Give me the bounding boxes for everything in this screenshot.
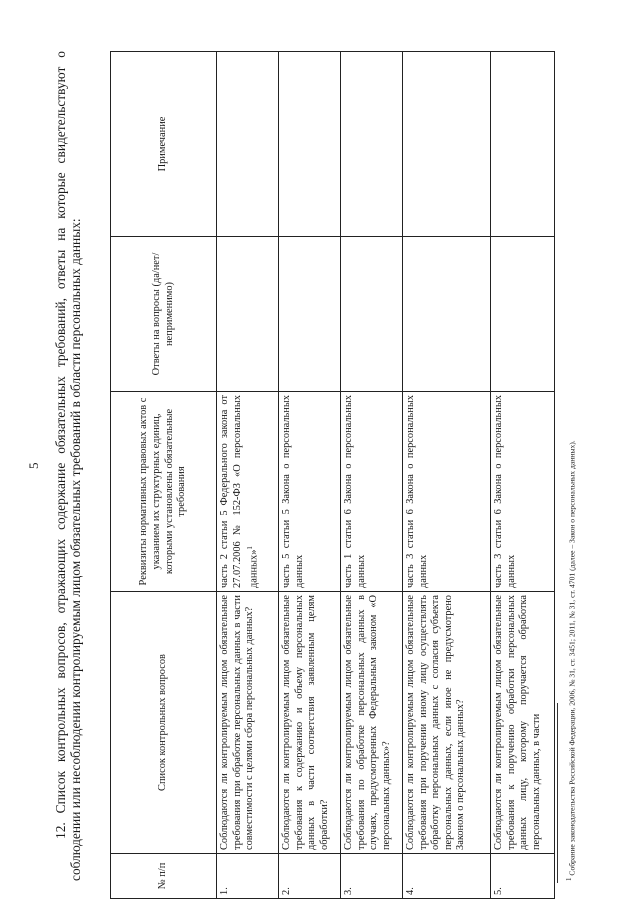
header-answers: Ответы на вопросы (да/нет/неприменимо) [111,237,217,392]
table-row [279,52,341,899]
row-reqs: часть 3 статьи 6 Закона о персональных данных [403,392,491,592]
row-reqs: часть 3 статьи 6 Закона о персональных данных [491,392,555,592]
row-num: 1. [217,854,279,899]
row-answer[interactable] [341,237,403,392]
row-answer[interactable] [403,237,491,392]
row-note[interactable] [491,52,555,237]
table-header-row [111,52,217,899]
row-reqs: часть 5 статьи 5 Закона о персональных данных [279,392,341,592]
header-reqs: Реквизиты нормативных правовых актов с указанием их структурных единиц, которыми установлены обязательные требования [111,392,217,592]
footnote-divider [557,703,558,883]
row-answer[interactable] [279,237,341,392]
row-question: Соблюдаются ли контролируемым лицом обязательные требования по обработке персональных данных в случаях, предусмотренных Федеральным законом «О персональных данных»? [341,592,403,854]
page-number: 5 [26,462,41,469]
row-num: 2. [279,854,341,899]
footnote-marker: 1 [565,877,573,881]
row-question: Соблюдаются ли контролируемым лицом обязательные требования к содержанию и объему персональных данных в части соответствия заявленным целям обработки? [279,592,341,854]
row-note[interactable] [341,52,403,237]
footnote-text: Собрание законодательства Российской Федерации, 2006, № 31, ст. 3451; 2011, № 31, ст. 4701 (далее – Закон о персональных данных). [567,440,577,876]
row-question: Соблюдаются ли контролируемым лицом обязательные требования при обработке персональных данных в части совместимости с целями сбора персональных данных? [217,592,279,854]
footnote [565,440,577,881]
row-reqs-text: часть 2 статьи 5 Федерального закона от 27.07.2006 № 152-ФЗ «О персональных данных» [219,395,260,588]
row-reqs: часть 1 статьи 6 Закона о персональных данных [341,392,403,592]
header-num: № п/п [111,854,217,899]
footnote-ref: 1 [246,546,255,550]
row-question: Соблюдаются ли контролируемым лицом обязательные требования к поручению обработки персональных данных лицу, которому поручается обработка персональных данных, в части [491,592,555,854]
row-note[interactable] [403,52,491,237]
row-num: 3. [341,854,403,899]
row-answer[interactable] [491,237,555,392]
row-note[interactable] [217,52,279,237]
table-row [403,52,491,899]
table-row [217,52,279,899]
table-row [341,52,403,899]
row-note[interactable] [279,52,341,237]
row-reqs [217,392,279,592]
row-num: 4. [403,854,491,899]
header-note: Примечание [111,52,217,237]
table-row [491,52,555,899]
control-questions-table [110,51,555,899]
section-heading: 12. Список контрольных вопросов, отражающих содержание обязательных требований, ответы на которые свидетельствуют о соблюдении или несоблюдении контролируемым лицом обязательных требований в области персональных данных: [53,51,83,881]
header-question: Список контрольных вопросов [111,592,217,854]
row-question: Соблюдаются ли контролируемым лицом обязательные требования при поручении иному лицу осуществлять обработку персональных данных с согласия субъекта персональных данных, если иное не предусмотрено Законом о персональных данных? [403,592,491,854]
row-num: 5. [491,854,555,899]
row-answer[interactable] [217,237,279,392]
